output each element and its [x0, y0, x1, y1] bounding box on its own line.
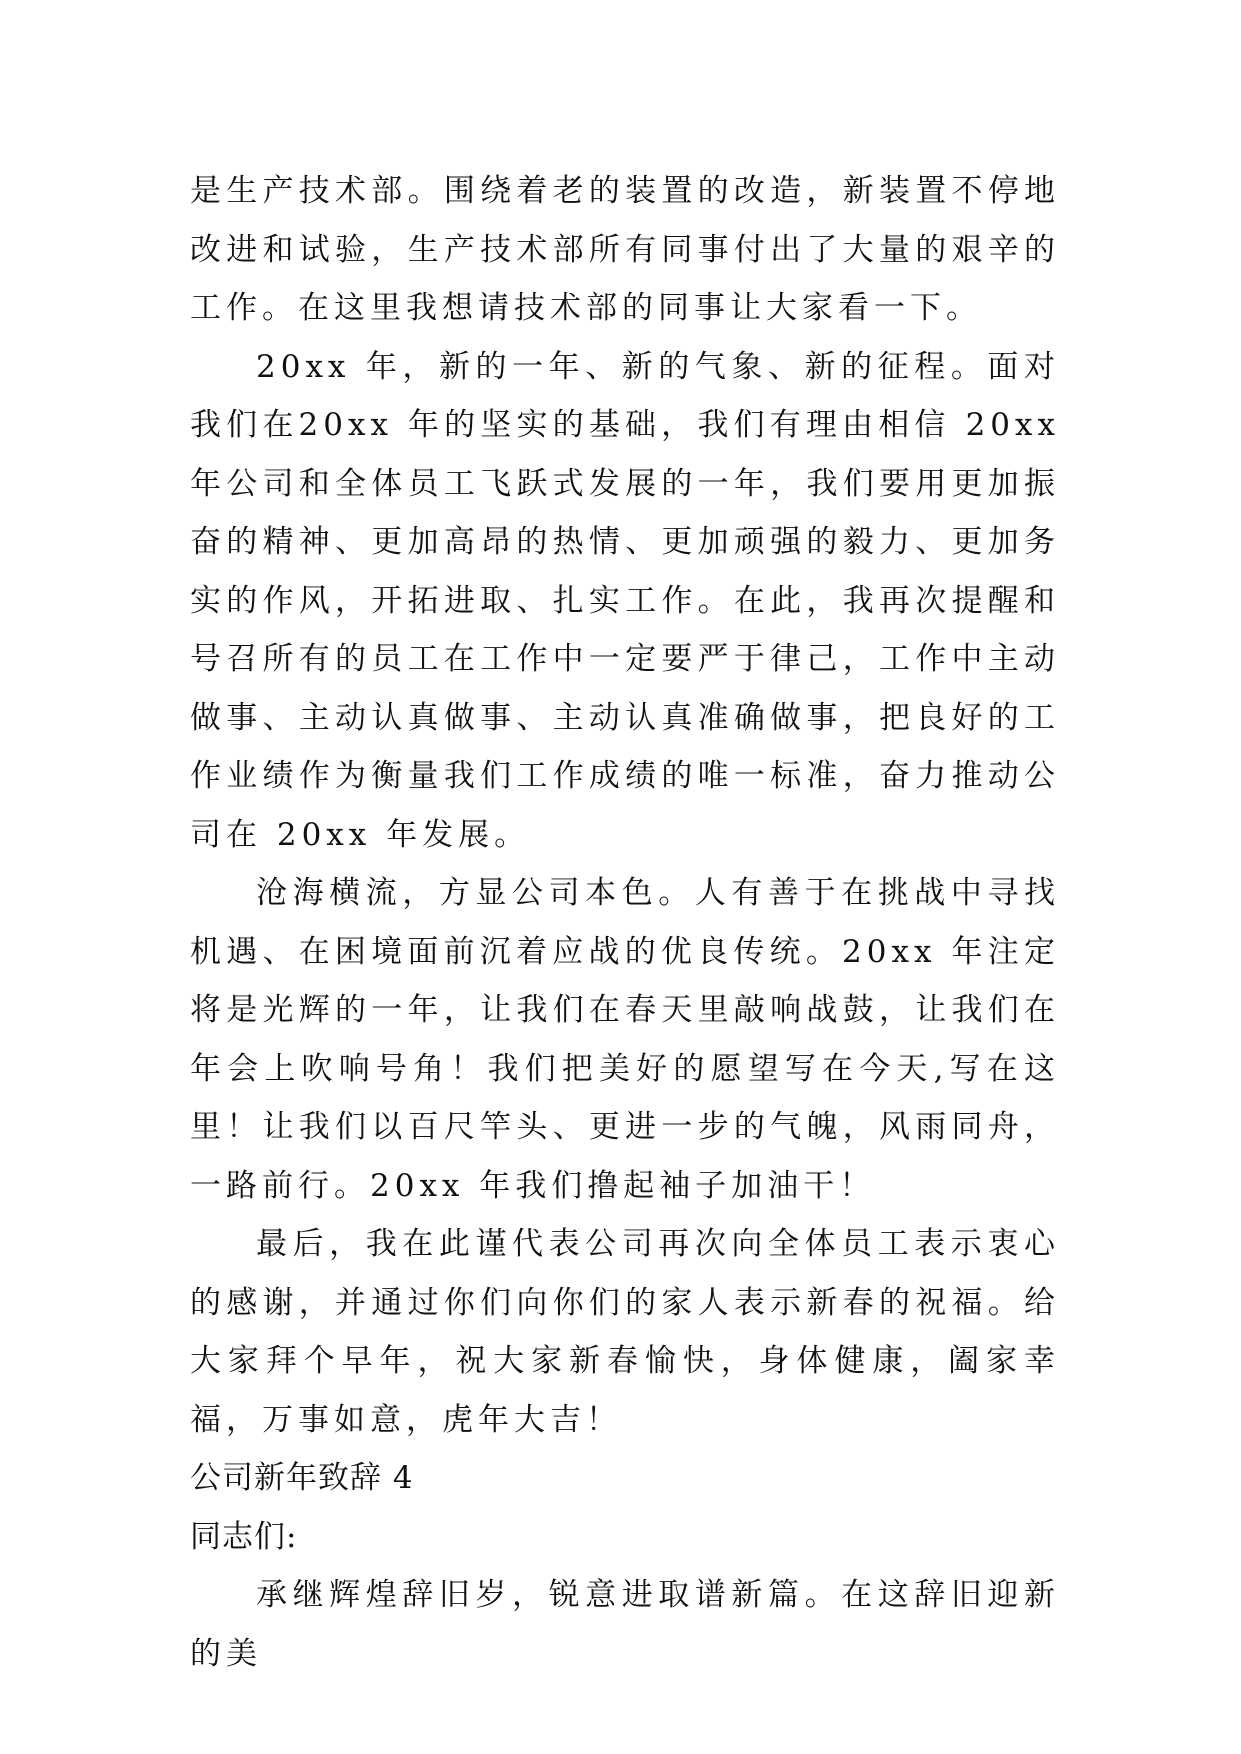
salutation: 同志们:	[190, 1518, 298, 1555]
paragraph-opening: 承继辉煌辞旧岁，锐意进取谱新篇。在这辞旧迎新的美	[190, 1577, 1060, 1672]
paragraph-closing-thanks: 最后，我在此谨代表公司再次向全体员工表示衷心的感谢，并通过你们向你们的家人表示新春的祝福。给大家拜个早年，祝大家新春愉快，身体健康，阖家幸福，万事如意，虎年大吉！	[190, 1226, 1060, 1438]
paragraph-technical-department: 是生产技术部。围绕着老的装置的改造，新装置不停地改进和试验，生产技术部所有同事付出了大量的艰辛的工作。在这里我想请技术部的同事让大家看一下。	[190, 173, 1060, 326]
section-title: 公司新年致辞 4	[190, 1460, 414, 1496]
document-body	[190, 162, 1060, 1683]
paragraph-new-year-outlook: 20xx 年，新的一年、新的气象、新的征程。面对我们在20xx 年的坚实的基础，我们有理由相信 20xx 年公司和全体员工飞跃式发展的一年，我们要用更加振奋的精神、更加高昂的热情、更加顽强的毅力、更加务实的作风，开拓进取、扎实工作。在此，我再次提醒和号召所有的员工在工作中一定要严于律己，工作中主动做事、主动认真做事、主动认真准确做事，把良好的工作业绩作为衡量我们工作成绩的唯一标准，奋力推动公司在 20xx 年发展。	[190, 348, 1060, 853]
paragraph-company-spirit: 沧海横流，方显公司本色。人有善于在挑战中寻找机遇、在困境面前沉着应战的优良传统。20xx 年注定将是光辉的一年，让我们在春天里敲响战鼓，让我们在年会上吹响号角！我们把美好的愿望写在今天,写在这里！让我们以百尺竿头、更进一步的气魄，风雨同舟，一路前行。20xx 年我们撸起袖子加油干！	[190, 875, 1060, 1204]
